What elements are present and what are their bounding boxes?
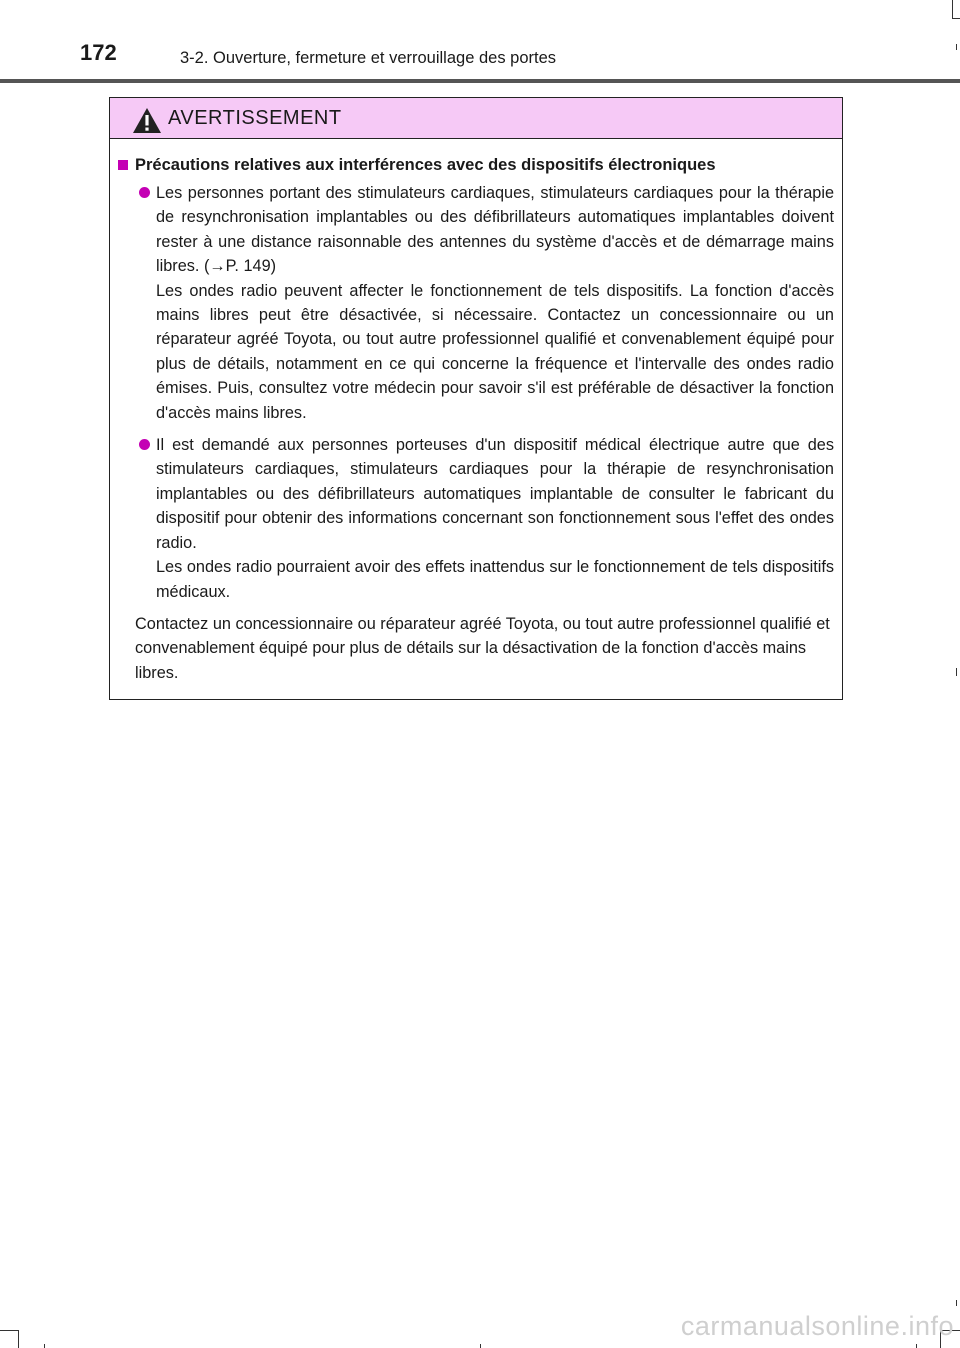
crop-mark — [0, 1330, 18, 1331]
subheading — [114, 153, 834, 177]
section-title: 3-2. Ouverture, fermeture et verrouillage des portes — [180, 49, 557, 67]
subheading-text: Précautions relatives aux interférences avec des dispositifs électroniques — [135, 156, 716, 174]
bullet-item — [114, 181, 834, 425]
bullet-item — [114, 433, 834, 604]
closing-paragraph: Contactez un concessionnaire ou réparateur agréé Toyota, ou tout autre professionnel qualifié et convenablement équipé pour plus de détails sur la désactivation de la fonction d'accès mains libres. — [135, 614, 830, 682]
bullet-paragraph: Les ondes radio peuvent affecter le fonctionnement de tels dispositifs. La fonction d'accès mains libres peut être désactivée, si nécessaire. Contactez un concessionnaire ou un réparateur agréé Toyota, ou tout autre professionnel qualifié et convenablement équipé pour plus de détails, notamment en ce qui concerne la fréquence et l'intervalle des ondes radio émises. Puis, consultez votre médecin pour savoir s'il est préférable de désactiver la fonction d'accès mains libres. — [156, 281, 834, 422]
crop-mark — [956, 668, 957, 676]
bullet-paragraph: Les ondes radio pourraient avoir des effets inattendus sur le fonctionnement de tels dispositifs médicaux. — [156, 558, 834, 601]
magenta-dot-icon — [139, 187, 150, 198]
magenta-dot-icon — [139, 439, 150, 450]
crop-mark — [956, 44, 957, 50]
crop-mark — [18, 1330, 19, 1348]
crop-mark — [956, 1300, 957, 1306]
bullet-paragraph: Les personnes portant des stimulateurs cardiaques, stimulateurs cardiaques pour la thérapie de resynchronisation implantables ou des défibrillateurs automatiques implantables doivent rester à une distance raisonnable des antennes du système d'accès et de démarrage mains libres. (→P. 149) — [156, 184, 834, 276]
header-rule — [0, 79, 960, 83]
magenta-square-icon — [118, 160, 128, 170]
crop-mark — [916, 1344, 917, 1348]
bullet-paragraph: Il est demandé aux personnes porteuses d'un dispositif médical électrique autre que des stimulateurs cardiaques, stimulateurs cardiaques pour la thérapie de resynchronisation implantables ou des défibrillateurs automatiques implantable de consulter le fabricant du dispositif pour obtenir des informations concernant son fonctionnement sous l'effet des ondes radio. — [156, 436, 834, 552]
watermark: carmanualsonline.info — [680, 1311, 954, 1341]
warning-body — [110, 139, 842, 685]
crop-mark — [952, 18, 960, 19]
page-number: 172 — [80, 40, 117, 65]
warning-header — [110, 98, 842, 139]
crop-mark — [480, 1344, 481, 1348]
warning-box — [109, 97, 843, 700]
crop-mark — [44, 1344, 45, 1348]
warning-title: AVERTISSEMENT — [168, 107, 342, 129]
warning-triangle-icon — [132, 107, 162, 134]
crop-mark — [952, 0, 953, 18]
